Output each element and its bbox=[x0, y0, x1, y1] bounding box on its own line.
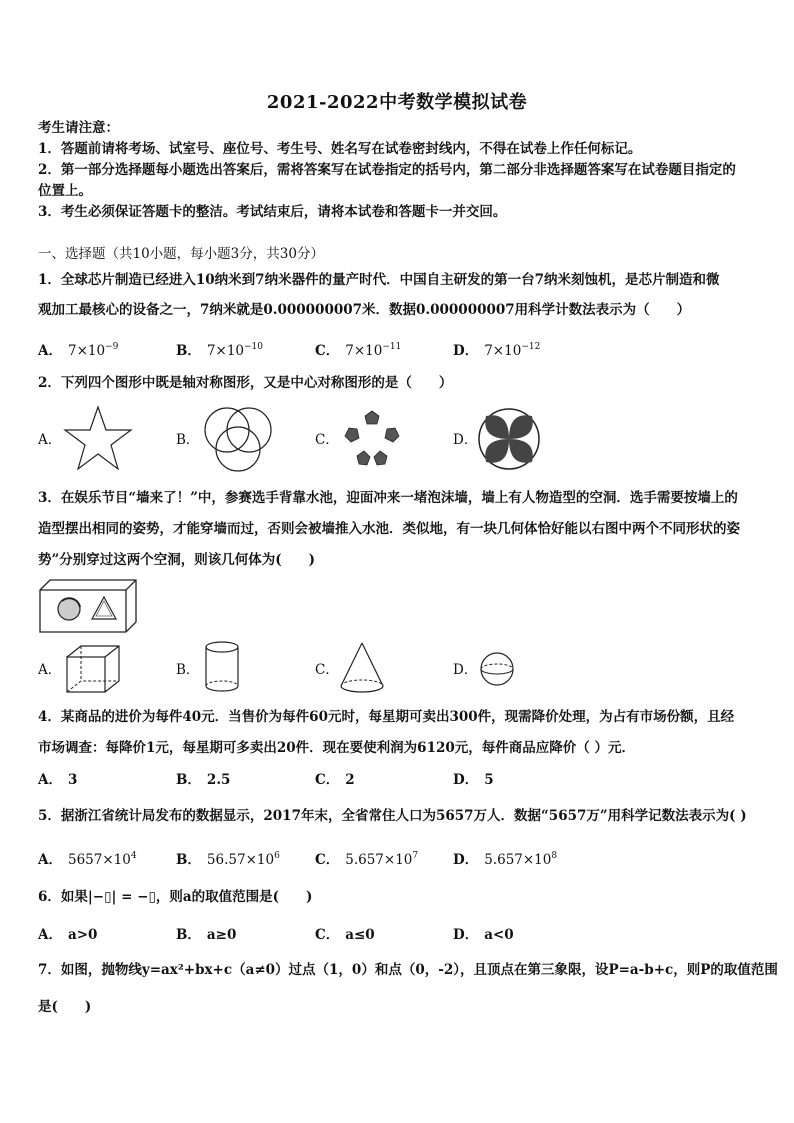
q6-option-c: C． a≤0 bbox=[315, 927, 375, 943]
q3-option-d-label: D． bbox=[453, 662, 478, 678]
q5-option-d: D． $5.657\times 10^8$ bbox=[453, 851, 558, 868]
q5-option-b: B． $56.57\times 10^6$ bbox=[176, 851, 280, 868]
three-circles-figure bbox=[200, 404, 276, 474]
q7-text-line2: 是( ) bbox=[38, 999, 92, 1015]
cylinder-figure bbox=[203, 640, 241, 694]
q2-option-c-label: C． bbox=[315, 432, 339, 448]
notice-item-2-cont: 位置上。 bbox=[38, 183, 92, 199]
q6-option-d: D． a<0 bbox=[453, 927, 514, 943]
q3-option-c-label: C． bbox=[315, 662, 339, 678]
notice-heading: 考生请注意： bbox=[38, 120, 119, 136]
q3-text-line2: 造型摆出相同的姿势，才能穿墙而过，否则会被墙推入水池．类似地，有一块几何体恰好能以右图中两个不同形状的姿 bbox=[38, 521, 740, 537]
q3-option-b-label: B． bbox=[176, 662, 200, 678]
q2-option-d-label: D． bbox=[453, 432, 478, 448]
sphere-figure bbox=[478, 650, 516, 688]
q2-option-a-label: A． bbox=[38, 432, 62, 448]
star-figure bbox=[62, 404, 134, 472]
q3-option-a-label: A． bbox=[38, 662, 62, 678]
pentagons-figure bbox=[340, 408, 404, 470]
q4-option-b: B． 2.5 bbox=[176, 772, 231, 788]
notice-item-1: 1．答题前请将考场、试室号、座位号、考生号、姓名写在试卷密封线内，不得在试卷上作任何标记。 bbox=[38, 141, 642, 157]
flower-circle-figure bbox=[476, 406, 542, 472]
q1-text-line2: 观加工最核心的设备之一，7纳米就是0.000000007米．数据0.000000007用科学计数法表示为（ ） bbox=[38, 302, 691, 318]
q7-text-line1: 7．如图，抛物线y=ax²+bx+c（a≠0）过点（1，0）和点（0，-2），且顶点在第三象限，设P=a-b+c，则P的取值范围 bbox=[38, 962, 778, 978]
cone-figure bbox=[338, 640, 386, 696]
notice-item-2: 2．第一部分选择题每小题选出答案后，需将答案写在试卷指定的括号内，第二部分非选择题答案写在试卷题目指定的 bbox=[38, 162, 736, 178]
q2-text: 2．下列四个图形中既是轴对称图形，又是中心对称图形的是（ ） bbox=[38, 375, 453, 391]
q1-option-d: D． $7\times 10^{-12}$ bbox=[453, 342, 541, 359]
cube-figure bbox=[64, 643, 122, 695]
q4-option-c: C． 2 bbox=[315, 772, 355, 788]
q4-option-d: D． 5 bbox=[453, 772, 494, 788]
q1-option-c: C． $7\times 10^{-11}$ bbox=[315, 342, 402, 359]
q1-text-line1: 1．全球芯片制造已经进入10纳米到7纳米器件的量产时代．中国自主研发的第一台7纳米刻蚀机，是芯片制造和微 bbox=[38, 272, 720, 288]
q6-text: 6．如果|−▯| = −▯，则a的取值范围是( ) bbox=[38, 889, 313, 905]
q3-text-line3: 势”分别穿过这两个空洞，则该几何体为( ) bbox=[38, 552, 316, 568]
q1-option-b: B． $7\times 10^{-10}$ bbox=[176, 342, 264, 359]
q1-option-a: A． $7\times 10^{-9}$ bbox=[38, 342, 119, 359]
wall-with-holes-figure bbox=[38, 578, 140, 636]
q3-text-line1: 3．在娱乐节目“墙来了！”中，参赛选手背靠水池，迎面冲来一堵泡沫墙，墙上有人物造型的空洞．选手需要按墙上的 bbox=[38, 490, 738, 506]
q4-text-line2: 市场调查：每降价1元，每星期可多卖出20件．现在要使利润为6120元，每件商品应降价（ ）元． bbox=[38, 740, 635, 756]
q5-option-c: C． $5.657\times 10^7$ bbox=[315, 851, 419, 868]
q6-option-b: B． a≥0 bbox=[176, 927, 237, 943]
q2-option-b-label: B． bbox=[176, 432, 200, 448]
section-heading: 一、选择题（共10小题，每小题3分，共30分） bbox=[38, 246, 324, 262]
page-title: 2021-2022中考数学模拟试卷 bbox=[266, 92, 528, 113]
q4-option-a: A． 3 bbox=[38, 772, 78, 788]
q4-text-line1: 4．某商品的进价为每件40元．当售价为每件60元时，每星期可卖出300件，现需降价处理，为占有市场份额，且经 bbox=[38, 709, 735, 725]
q5-text: 5．据浙江省统计局发布的数据显示，2017年末，全省常住人口为5657万人．数据“5657万”用科学记数法表示为( ) bbox=[38, 808, 747, 824]
notice-item-3: 3．考生必须保证答题卡的整洁。考试结束后，请将本试卷和答题卡一并交回。 bbox=[38, 204, 507, 220]
q6-option-a: A． a>0 bbox=[38, 927, 98, 943]
q5-option-a: A． $5657\times 10^4$ bbox=[38, 851, 137, 868]
